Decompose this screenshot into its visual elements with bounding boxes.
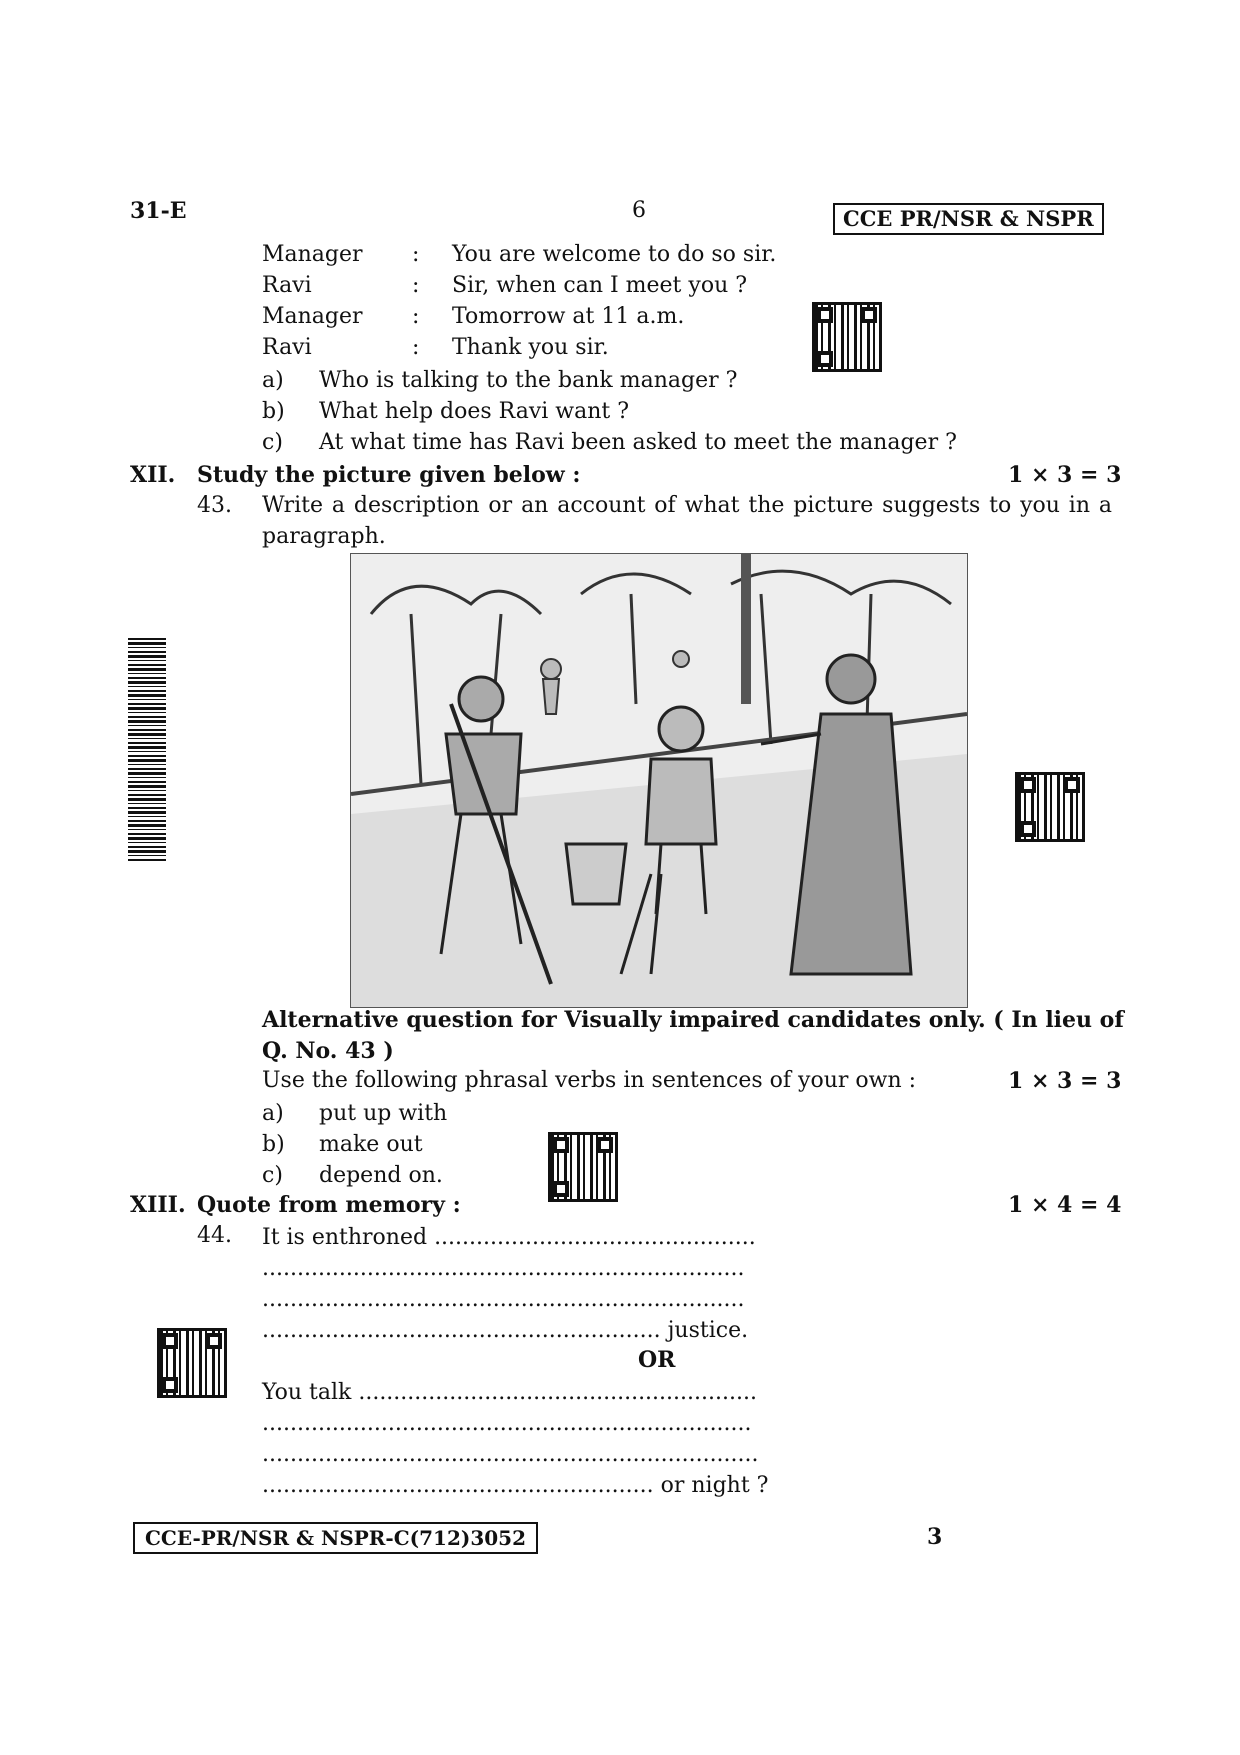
- qr-code-icon: [157, 1328, 227, 1398]
- separator: :: [412, 335, 420, 360]
- alternative-instruction: Use the following phrasal verbs in sentences of your own :: [262, 1068, 917, 1093]
- qr-code-icon: [812, 302, 882, 372]
- section-marks: 1 × 3 = 3: [1008, 462, 1122, 488]
- header-code-box: CCE PR/NSR & NSPR: [833, 203, 1104, 235]
- speaker: Manager: [262, 242, 363, 267]
- item-text: depend on.: [319, 1163, 443, 1188]
- separator: :: [412, 242, 420, 267]
- item-label: c): [262, 1163, 283, 1188]
- question-number: 43.: [197, 493, 232, 518]
- dialogue-text: Sir, when can I meet you ?: [452, 273, 748, 298]
- cleaning-park-sketch-icon: [351, 554, 967, 1007]
- alternative-question-title: Alternative question for Visually impaired candidates only. ( In lieu of: [262, 1007, 1124, 1033]
- quote-line: ........................................................ or night ?: [262, 1473, 769, 1498]
- speaker: Ravi: [262, 273, 312, 298]
- sketch-picture: [350, 553, 968, 1008]
- item-text: Who is talking to the bank manager ?: [319, 368, 738, 393]
- section-title: Study the picture given below :: [197, 462, 581, 488]
- page-number: 6: [632, 198, 646, 223]
- dialogue-text: Thank you sir.: [452, 335, 609, 360]
- speaker: Ravi: [262, 335, 312, 360]
- question-text: Write a description or an account of what the picture suggests to you in a: [262, 493, 1112, 518]
- qr-code-icon: [548, 1132, 618, 1202]
- alternative-marks: 1 × 3 = 3: [1008, 1068, 1122, 1094]
- separator: :: [412, 304, 420, 329]
- speaker: Manager: [262, 304, 363, 329]
- barcode-icon: [128, 638, 166, 863]
- item-text: What help does Ravi want ?: [319, 399, 630, 424]
- alternative-question-title-continued: Q. No. 43 ): [262, 1038, 394, 1064]
- quote-line: .....................................................................: [262, 1256, 745, 1281]
- question-text-continued: paragraph.: [262, 524, 386, 549]
- quote-line: .....................................................................: [262, 1287, 745, 1312]
- quote-line: ......................................................................: [262, 1411, 752, 1436]
- footer-code-box: CCE-PR/NSR & NSPR-C(712)3052: [133, 1522, 538, 1554]
- item-text: At what time has Ravi been asked to meet the manager ?: [319, 430, 957, 455]
- item-label: b): [262, 399, 285, 424]
- item-label: a): [262, 1101, 284, 1126]
- quote-lines-b: [262, 1378, 862, 1503]
- item-label: c): [262, 430, 283, 455]
- section-numeral: XII.: [130, 462, 176, 488]
- quote-lines-a: [262, 1223, 862, 1348]
- dialogue-text: Tomorrow at 11 a.m.: [452, 304, 685, 329]
- quote-line: ......................................................... justice.: [262, 1318, 749, 1343]
- section-numeral: XIII.: [130, 1192, 186, 1218]
- dialogue-text: You are welcome to do so sir.: [452, 242, 777, 267]
- item-label: a): [262, 368, 284, 393]
- sheet-number: 3: [927, 1524, 943, 1550]
- section-title: Quote from memory :: [197, 1192, 461, 1218]
- qr-code-icon: [1015, 772, 1085, 842]
- section-marks: 1 × 4 = 4: [1008, 1192, 1122, 1218]
- quote-line: You talk .........................................................: [262, 1380, 757, 1405]
- item-text: make out: [319, 1132, 423, 1157]
- or-label: OR: [638, 1347, 676, 1373]
- item-text: put up with: [319, 1101, 448, 1126]
- item-label: b): [262, 1132, 285, 1157]
- question-list: [262, 366, 1012, 461]
- quote-line: It is enthroned ..............................................: [262, 1225, 756, 1250]
- separator: :: [412, 273, 420, 298]
- question-number: 44.: [197, 1223, 232, 1248]
- quote-line: .......................................................................: [262, 1442, 759, 1467]
- paper-code: 31-E: [130, 198, 187, 224]
